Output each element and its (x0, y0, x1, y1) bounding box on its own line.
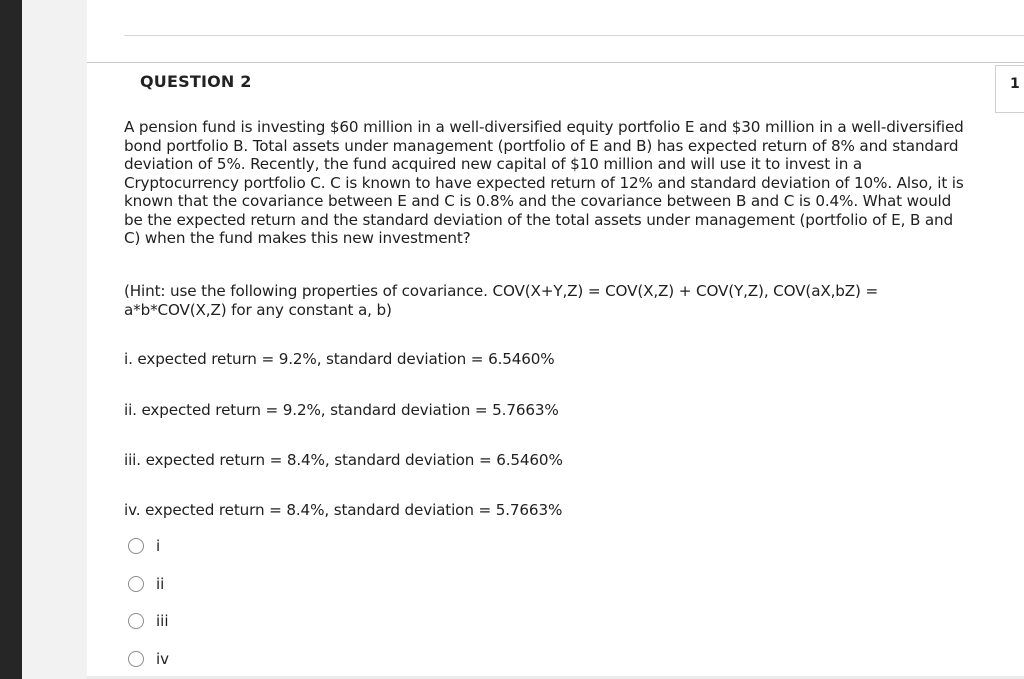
content-area (87, 0, 1024, 679)
question-text: A pension fund is investing $60 million in a well-diversified equity portfolio E and $30 million in a well-diversified bond portfolio B. Total assets under management (portfolio of E and B) has expected return of 8% and standard deviation of 5%. Recently, the fund acquired new capital of $10 million and will use it to invest in a Cryptocurrency portfolio C. C is known to have expected return of 12% and standard deviation of 10%. Also, it is known that the covariance between E and C is 0.8% and the covariance between B and C is 0.4%. What would be the expected return and the standard deviation of the total assets under management (portfolio of E, B and C) when the fund makes this new investment? (124, 118, 964, 247)
left-dark-bar (0, 0, 22, 679)
hint-text: (Hint: use the following properties of covariance. COV(X+Y,Z) = COV(X,Z) + COV(Y,Z), COV(aX,bZ) = a*b*COV(X,Z) for any constant a, b) (124, 282, 879, 319)
answer-option-label: i (156, 537, 161, 555)
question-title: QUESTION 2 (140, 72, 252, 91)
statement-iv: iv. expected return = 8.4%, standard deviation = 5.7663% (124, 501, 563, 519)
radio-button-iv[interactable] (128, 651, 144, 667)
answer-option-i[interactable] (128, 536, 160, 556)
top-divider (124, 35, 1024, 36)
answer-option-ii[interactable] (128, 574, 164, 594)
radio-button-iii[interactable] (128, 613, 144, 629)
points-label: 1 (1010, 76, 1020, 92)
statement-iii: iii. expected return = 8.4%, standard deviation = 6.5460% (124, 451, 563, 469)
answer-option-iv[interactable] (128, 649, 169, 669)
answer-option-label: iv (156, 650, 170, 668)
answer-option-iii[interactable] (128, 611, 169, 631)
radio-button-ii[interactable] (128, 576, 144, 592)
statement-ii: ii. expected return = 9.2%, standard deviation = 5.7663% (124, 401, 559, 419)
answer-option-label: iii (156, 612, 169, 630)
question-divider (87, 62, 1024, 63)
left-gutter (22, 0, 87, 679)
statement-i: i. expected return = 9.2%, standard deviation = 6.5460% (124, 350, 555, 368)
radio-button-i[interactable] (128, 538, 144, 554)
answer-option-label: ii (156, 575, 165, 593)
